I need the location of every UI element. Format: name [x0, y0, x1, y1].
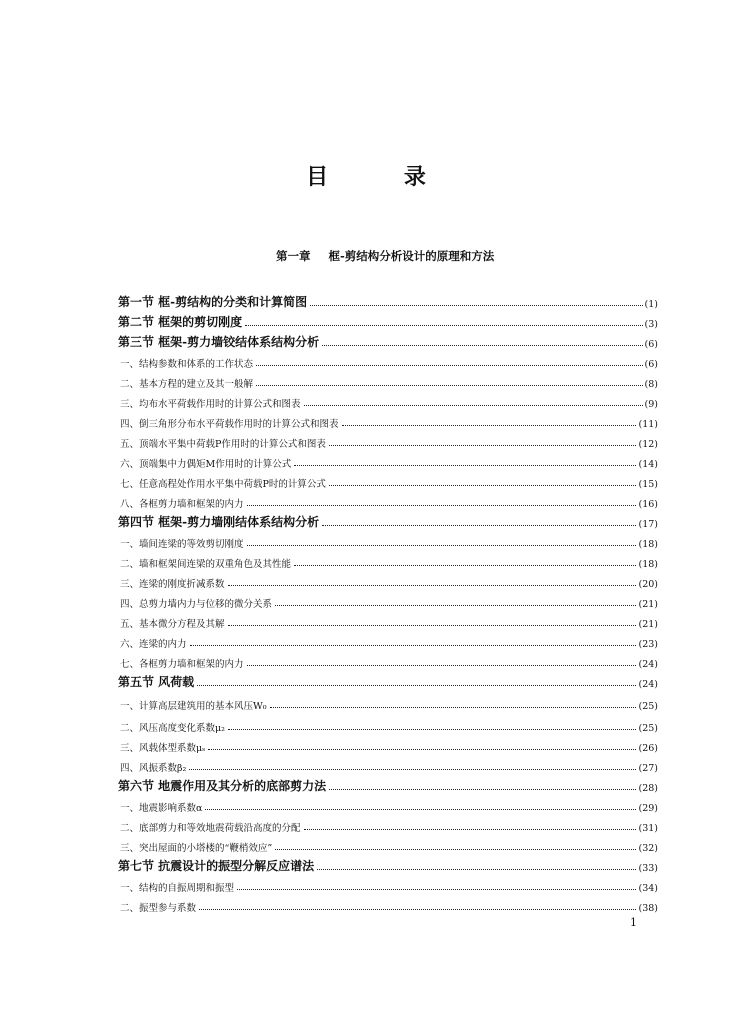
toc-subsection-entry [118, 754, 658, 774]
toc-section-entry [118, 310, 658, 330]
dot-leader [245, 325, 642, 326]
page-title: 目 录 [306, 164, 460, 190]
toc-entry-page: (21) [638, 619, 658, 630]
dot-leader [275, 849, 636, 850]
toc-subsection-entry [118, 590, 658, 610]
toc-entry-page: (3) [644, 319, 658, 330]
toc-entry-label: 五、顶端水平集中荷载P作用时的计算公式和图表 [120, 439, 326, 450]
toc-subsection-entry [118, 370, 658, 390]
dot-leader [199, 909, 636, 910]
toc-entry-label: 第二节 框架的剪切刚度 [118, 315, 243, 329]
dot-leader [310, 305, 642, 306]
toc-entry-page: (32) [638, 843, 658, 854]
toc-entry-label: 六、连梁的内力 [120, 639, 187, 650]
toc-subsection-entry [118, 350, 658, 370]
toc-subsection-entry [118, 794, 658, 814]
toc-entry-page: (38) [638, 903, 658, 914]
dot-leader [329, 789, 636, 790]
toc-subsection-entry [118, 630, 658, 650]
dot-leader [294, 565, 636, 566]
toc-entry-label: 一、结构的自振周期和振型 [120, 883, 235, 894]
dot-leader [317, 869, 636, 870]
toc-subsection-entry [118, 550, 658, 570]
toc-entry-page: (25) [638, 701, 658, 712]
toc-subsection-entry [118, 490, 658, 510]
toc-subsection-entry [118, 814, 658, 834]
toc-entry-label: 三、连梁的刚度折减系数 [120, 579, 225, 590]
toc-entry-page: (25) [638, 723, 658, 734]
toc-entry-label: 三、突出屋面的小塔楼的“鞭梢效应” [120, 843, 273, 854]
toc-entry-page: (9) [644, 399, 658, 410]
dot-leader [190, 645, 637, 646]
toc-entry-page: (28) [638, 783, 658, 794]
toc-section-entry [118, 330, 658, 350]
toc-entry-page: (15) [638, 479, 658, 490]
toc-section-entry [118, 854, 658, 874]
dot-leader [247, 505, 637, 506]
dot-leader [237, 889, 636, 890]
toc-entry-label: 五、基本微分方程及其解 [120, 619, 225, 630]
toc-entry-page: (11) [638, 419, 658, 430]
toc-subsection-entry [118, 450, 658, 470]
dot-leader [304, 829, 637, 830]
toc-entry-page: (34) [638, 883, 658, 894]
toc-entry-page: (6) [644, 339, 658, 350]
toc-section-entry [118, 670, 658, 690]
chapter-number: 第一章 [276, 249, 311, 263]
dot-leader [247, 545, 637, 546]
toc-entry-page: (18) [638, 539, 658, 550]
dot-leader [205, 809, 636, 810]
toc-entry-label: 第四节 框架-剪力墙刚结体系结构分析 [118, 515, 320, 529]
toc-subsection-entry [118, 734, 658, 754]
dot-leader [228, 729, 637, 730]
toc-entry-page: (24) [638, 679, 658, 690]
toc-entry-label: 二、振型参与系数 [120, 903, 197, 914]
toc-entry-label: 二、基本方程的建立及其一般解 [120, 379, 254, 390]
toc-entry-label: 七、各框剪力墙和框架的内力 [120, 659, 244, 670]
toc-entry-label: 七、任意高程处作用水平集中荷载P时的计算公式 [120, 479, 326, 490]
toc-entry-page: (33) [638, 863, 658, 874]
toc-entry-label: 三、风载体型系数μₛ [120, 743, 206, 754]
toc-entry-page: (31) [638, 823, 658, 834]
toc-entry-page: (23) [638, 639, 658, 650]
dot-leader [342, 425, 637, 426]
dot-leader [247, 665, 637, 666]
toc-section-entry [118, 290, 658, 310]
toc-entry-page: (21) [638, 599, 658, 610]
toc-entry-label: 二、底部剪力和等效地震荷载沿高度的分配 [120, 823, 301, 834]
toc-entry-label: 四、风振系数β₂ [120, 763, 187, 774]
dot-leader [228, 625, 637, 626]
dot-leader [228, 585, 637, 586]
dot-leader [294, 465, 636, 466]
toc-subsection-entry [118, 610, 658, 630]
toc-entry-label: 第一节 框-剪结构的分类和计算简图 [118, 295, 308, 309]
toc-subsection-entry [118, 570, 658, 590]
toc-entry-page: (20) [638, 579, 658, 590]
toc-subsection-entry [118, 530, 658, 550]
dot-leader [304, 405, 643, 406]
toc-entry-page: (14) [638, 459, 658, 470]
toc-subsection-entry [118, 470, 658, 490]
dot-leader [189, 769, 636, 770]
dot-leader [322, 345, 642, 346]
dot-leader [256, 385, 643, 386]
toc-entry-page: (16) [638, 499, 658, 510]
dot-leader [322, 525, 636, 526]
toc-entry-page: (18) [638, 559, 658, 570]
toc-entry-label: 第六节 地震作用及其分析的底部剪力法 [118, 779, 327, 793]
toc-section-entry [118, 774, 658, 794]
toc-entry-label: 六、顶端集中力偶矩M作用时的计算公式 [120, 459, 292, 470]
dot-leader [197, 685, 636, 686]
dot-leader [208, 749, 636, 750]
toc-entry-label: 第七节 抗震设计的振型分解反应谱法 [118, 859, 315, 873]
toc-entry-label: 一、墙间连梁的等效剪切刚度 [120, 539, 244, 550]
toc-entry-page: (24) [638, 659, 658, 670]
chapter-title: 框-剪结构分析设计的原理和方法 [328, 249, 495, 263]
toc-subsection-entry [118, 430, 658, 450]
toc-entry-page: (6) [644, 359, 658, 370]
toc-entry-page: (27) [638, 763, 658, 774]
toc-entry-label: 三、均布水平荷载作用时的计算公式和图表 [120, 399, 301, 410]
toc-entry-label: 一、计算高层建筑用的基本风压W₀ [120, 701, 267, 712]
toc-entry-label: 第五节 风荷载 [118, 675, 195, 689]
toc-entry-page: (26) [638, 743, 658, 754]
page-number: 1 [630, 916, 637, 929]
toc-entry-label: 一、结构参数和体系的工作状态 [120, 359, 254, 370]
toc-entry-page: (17) [638, 519, 658, 530]
chapter-heading [276, 248, 494, 264]
dot-leader [270, 707, 637, 708]
toc-entry-label: 四、总剪力墙内力与位移的微分关系 [120, 599, 273, 610]
toc-entry-page: (29) [638, 803, 658, 814]
toc-subsection-entry [118, 690, 658, 712]
toc-entry-label: 第三节 框架-剪力墙铰结体系结构分析 [118, 335, 320, 349]
toc-section-entry [118, 510, 658, 530]
dot-leader [256, 365, 643, 366]
toc-subsection-entry [118, 894, 658, 914]
toc-subsection-entry [118, 834, 658, 854]
toc-subsection-entry [118, 874, 658, 894]
toc-subsection-entry [118, 410, 658, 430]
toc-entry-page: (1) [644, 299, 658, 310]
toc-entry-page: (12) [638, 439, 658, 450]
toc-entry-label: 四、倒三角形分布水平荷载作用时的计算公式和图表 [120, 419, 339, 430]
toc-entry-label: 一、地震影响系数α [120, 803, 203, 814]
table-of-contents [118, 290, 658, 914]
toc-entry-label: 二、墙和框架间连梁的双重角色及其性能 [120, 559, 292, 570]
toc-entry-page: (8) [644, 379, 658, 390]
toc-subsection-entry [118, 650, 658, 670]
toc-subsection-entry [118, 390, 658, 410]
dot-leader [329, 445, 637, 446]
dot-leader [329, 485, 637, 486]
toc-entry-label: 二、风压高度变化系数μ₂ [120, 723, 225, 734]
toc-subsection-entry [118, 712, 658, 734]
toc-entry-label: 八、各框剪力墙和框架的内力 [120, 499, 244, 510]
dot-leader [275, 605, 636, 606]
